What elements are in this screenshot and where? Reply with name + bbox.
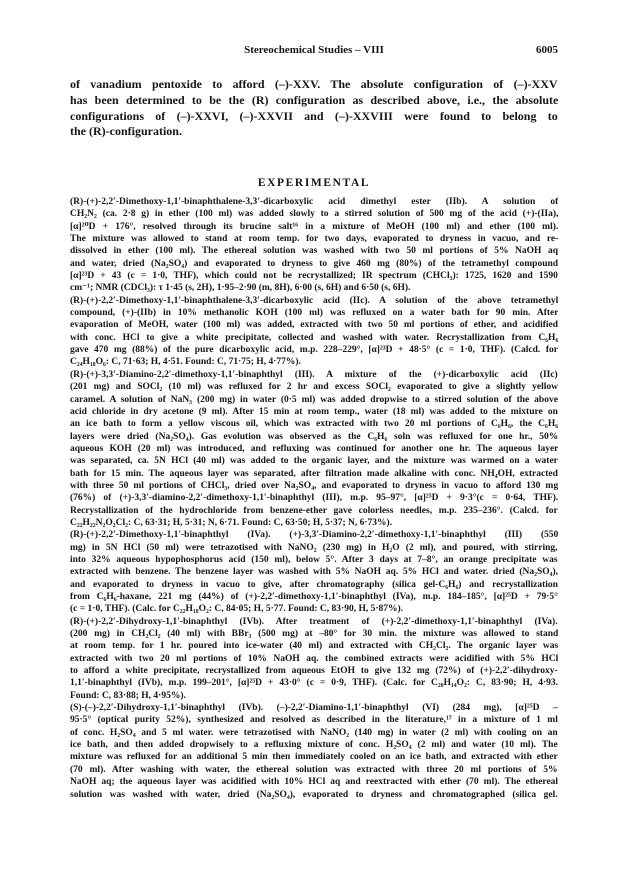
text-line: (R)-(+)-2,2′-Dimethoxy-1,1′-binaphthyl (IVa). (+)-3,3′-Diamino-2,2′-dimethoxy-1,1′-binaphthyl (III) (550 (70, 530, 558, 541)
text-line: compound, (+)-(IIb) in 10% methanolic KOH (100 ml) was refluxed on a water bath for 90 min. After (70, 308, 558, 319)
text-line: and water, dried (Na₂SO₄) and evaporated to dryness to give 460 mg (80%) of the tetramethyl compound (70, 258, 558, 269)
text-line: into 32% aqueous hypophosphorus acid (150 ml), below 5°. After 3 days at 7–8°, an orange precipitate was (70, 554, 558, 565)
lead-line: of vanadium pentoxide to afford (–)-XXV. The absolute configuration of (–)-XXV (70, 77, 558, 91)
text-line: to afford a white precipitate, recrystallized from aqueous EtOH to give 132 mg (72%) of (+)-2,2′-dihydroxy- (70, 666, 558, 677)
text-line: (R)-(+)-2,2′-Dimethoxy-1,1′-binaphthalene-3,3′-dicarboxylic acid dimethyl ester (IIb). A solution of (70, 197, 558, 207)
text-line: (76%) of (+)-3,3′-diamino-2,2′-dimethoxy-1,1′-binaphthyl (III), m.p. 95–97°, [α]²⁵D + 9·3°(c = 0·64, THF). (70, 493, 558, 504)
text-line: mg) in 5N HCl (50 ml) were tetrazotised with NaNO₂ (230 mg) in H₂O (2 ml), and poured, with stirring, (70, 542, 558, 553)
text-line: Found: C, 83·88; H, 4·95%). (70, 690, 186, 701)
text-line: with conc. HCl to give a white precipitate, collected and washed with water. Recrystallization from C₆H₆ (70, 332, 558, 343)
text-line: from C₆H₆-haxane, 221 mg (44%) of (+)-2,2′-dimethoxy-1,1′-binaphthyl (IVa), m.p. 184–185°, [α]²⁵D + 79·5° (70, 592, 558, 602)
text-line: Recrystallization of the hydrochloride from benzene-ether gave colorless needles, m.p. 235–236°. (Calcd. for (70, 505, 558, 516)
lead-line: the (R)-configuration. (70, 124, 182, 139)
text-line: 95·5° (optical purity 52%), synthesized and resolved as described in the literature,¹⁷ in a mixture of 1 ml (70, 715, 558, 726)
text-line: (201 mg) and SOCl₂ (10 ml) was refluxed for 2 hr and excess SOCl₂ evaporated to give a slightly yellow (70, 382, 558, 393)
text-line: was separated, ca. 5N HCl (40 ml) was added to the organic layer, and the mixture was warmed on a water (70, 456, 558, 467)
text-line: CH₂N₂ (ca. 2·8 g) in ether (100 ml) was added slowly to a stirred solution of 500 mg of the acid (+)-(IIa), (70, 209, 558, 220)
text-line: cm⁻¹; NMR (CDCl₃): τ 1·45 (s, 2H), 1·95–2·90 (m, 8H), 6·00 (s, 6H) and 6·50 (s, 6H). (70, 283, 411, 294)
text-line: aqueous KOH (20 ml) was introduced, and refluxing was continued for another one hr. The aqueous layer (70, 443, 558, 454)
text-line: extracted with two 20 ml portions of 10% NaOH aq. the combined extracts were acidified with 5% HCl (70, 653, 558, 664)
text-line: ice bath, and then added dropwisely to a refluxing mixture of conc. H₂SO₄ (2 ml) and water (10 ml). The (70, 740, 558, 751)
text-line: (R)-(+)-2,2′-Dihydroxy-1,1′-binaphthyl (IVb). After treatment of (+)-2,2′-dimethoxy-1,1′-binaphthyl (IVa). (70, 616, 558, 627)
page-header (70, 44, 558, 60)
text-line: [α]²³D + 43 (c = 1·0, THF), which could not be recrystallized; IR spectrum (CHCl₃): 1725, 1620 and 1590 (70, 271, 558, 282)
section-heading: EXPERIMENTAL (257, 177, 371, 189)
text-line: 1,1′-binaphthyl (IVb), m.p. 199–201°, [α]²⁵D + 43·0° (c = 0·9, THF). (Calc. for C₂₀H₁₄O₂: C, 83·90; H, 4·93. (70, 678, 558, 689)
text-line: with three 50 ml portions of CHCl₃, dried over Na₂SO₄, and evaporated to dryness in vacuo to afford 130 mg (70, 480, 558, 491)
text-line: (c = 1·0, THF). (Calc. for C₂₂H₁₈O₂: C, 84·05; H, 5·77. Found: C, 83·90, H, 5·87%). (70, 604, 404, 615)
running-title: Stereochemical Studies – VIII (244, 44, 384, 56)
lead-line: has been determined to be the (R) configuration as described above, i.e., the absolute (70, 92, 559, 107)
text-line: evaporation of MeOH, water (100 ml) was added, extracted with two 50 ml portions of ether, and acidified (70, 320, 558, 331)
text-line: dissolved in ether (100 ml). The ethereal solution was washed with two 50 ml portions of 5% NaOH aq (70, 246, 558, 257)
text-line: C₂₂H₂₂N₂O₂Cl₂: C, 63·31; H, 5·31; N, 6·71. Found: C, 63·50; H, 5·37; N, 6·73%). (70, 517, 393, 528)
lead-line: configurations of (–)-XXVI, (–)-XXVII and (–)-XXVIII were found to belong to (70, 108, 558, 123)
page-number: 6005 (536, 44, 558, 56)
text-line: C₂₄H₁₈O₆: C, 71·63; H, 4·51. Found: C, 71·75; H, 4·77%). (70, 357, 301, 368)
text-line: solution was washed with water, dried (Na₂SO₄), evaporated to dryness and chromatographed (silica gel. (70, 789, 558, 800)
text-line: NaOH aq; the aqueous layer was acidified with 10% HCl aq and reextracted with ether (70 ml). The ethereal (70, 777, 558, 788)
text-line: (70 ml). After washing with water, the ethereal solution was extracted with three 20 ml portions of 5% (70, 764, 558, 775)
text-line: extracted with benzene. The benzene layer was washed with 5% NaOH aq. 5% HCl and water. dried (Na₂SO₄), (70, 567, 558, 578)
text-line: of conc. H₂SO₄ and 5 ml water. were tetrazotised with NaNO₂ (140 mg) in water (2 ml) with cooling on an (70, 727, 558, 738)
text-line: mixture was refluxed for an additional 5 min then immediately cooled on an ice bath, and extracted with ether (70, 752, 558, 763)
text-line: (S)-(–)-2,2′-Dihydroxy-1,1′-binaphthyl (IVb). (–)-2,2′-Diamino-1,1′-binaphthyl (VI) (284 mg), [α]²⁵D – (70, 703, 558, 714)
text-line: at room temp. for 1 hr. poured into ice-water (40 ml) and extracted with CH₂Cl₂. The organic layer was (70, 641, 558, 652)
text-line: gave 470 mg (88%) of the pure dicarboxylic acid, m.p. 228–229°, [α]²³D + 48·5° (c = 1·0, THF). (Calcd. for (70, 345, 558, 356)
text-line: an ice bath to form a yellow viscous oil, which was extracted with two 20 ml portions of C₆H₆, the C₆H₆ (70, 419, 558, 430)
text-line: layers were dried (Na₂SO₄). Gas evolution was observed as the C₆H₆ soln was refluxed for one hr., 50% (70, 431, 558, 442)
text-line: (200 mg) in CH₂Cl₂ (40 ml) with BBr₃ (500 mg) at –80° for 30 min. the mixture was allowed to stand (70, 629, 558, 640)
experimental-body (70, 196, 558, 801)
text-line: The mixture was allowed to stand at room temp. for two days, evaporated to dryness in vacuo, and re- (70, 234, 558, 245)
text-line: and evaporated to dryness in vacuo to give, after chromatography (silica gel-C₆H₆) and recrystallization (70, 579, 558, 590)
text-line: caramel. A solution of NaN₃ (200 mg) in water (0·5 ml) was added dropwise to a stirred solution of the above (70, 394, 558, 405)
text-line: acid chloride in dry acetone (9 ml). After 15 min at room temp., water (18 ml) was added to the mixture on (70, 406, 558, 417)
lead-paragraph (70, 77, 558, 140)
text-line: bath for 15 min. The aqueous layer was separated, after filtration made alkaline with conc. NH₄OH, extracted (70, 468, 558, 479)
text-line: (R)-(+)-3,3′-Diamino-2,2′-dimethoxy-1,1′-binaphthyl (III). A mixture of the (+)-dicarboxylic acid (IIc) (70, 369, 558, 380)
text-line: (R)-(+)-2,2′-Dimethoxy-1,1′-binaphthalene-3,3′-dicarboxylic acid (IIc). A solution of the above tetramethyl (70, 295, 558, 306)
text-line: [α]²⁰D + 176°, resolved through its brucine salt¹⁶ in a mixture of MeOH (100 ml) and ether (100 ml). (70, 221, 558, 232)
